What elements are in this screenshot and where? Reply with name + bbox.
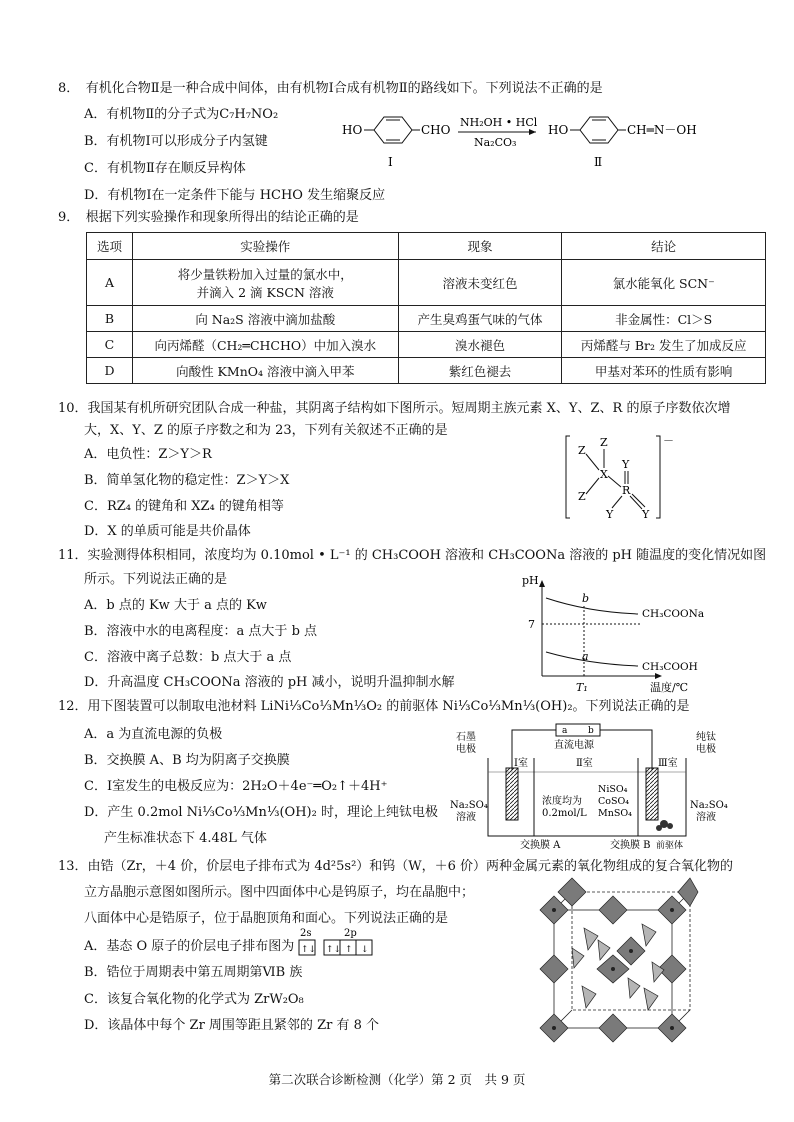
q12-option-c: C．Ⅰ室发生的电极反应为：2H₂O＋4e⁻═O₂↑＋4H⁺ bbox=[84, 779, 388, 794]
q9-table bbox=[86, 232, 766, 384]
salt-label: NiSO₄ bbox=[598, 784, 628, 795]
right-solution-label: 溶液 bbox=[696, 812, 716, 823]
q10-charge: － bbox=[663, 434, 674, 447]
table-row bbox=[87, 306, 766, 332]
atom-y: Y bbox=[622, 458, 630, 471]
table-cell-conclusion: 氯水能氧化 SCN⁻ bbox=[562, 260, 766, 306]
q12-option-a: A．a 为直流电源的负极 bbox=[84, 727, 223, 742]
table-header: 结论 bbox=[562, 233, 766, 260]
table-cell-phenomenon: 紫红色褪去 bbox=[398, 358, 562, 384]
q13-stem-line-1: 13．由锆（Zr，＋4 价，价层电子排布式为 4d²5s²）和钨（W，＋6 价）两种金属元素的氧化物组成的复合氧化物的 bbox=[58, 859, 734, 874]
page-footer: 第二次联合诊断检测（化学）第 2 页 共 9 页 bbox=[268, 1072, 526, 1087]
q8-reagent-bottom: Na₂CO₃ bbox=[474, 136, 517, 149]
benzene-ring-2 bbox=[580, 117, 618, 143]
q13-orbital-diagram bbox=[298, 926, 388, 958]
atom-z: Z bbox=[600, 436, 608, 449]
salt-label: MnSO₄ bbox=[598, 808, 632, 819]
table-cell-option: D bbox=[87, 358, 133, 384]
titanium-electrode bbox=[646, 768, 658, 820]
q11-stem-line-2: 所示。下列说法正确的是 bbox=[84, 572, 228, 587]
table-cell-phenomenon: 溴水褪色 bbox=[398, 332, 562, 358]
atom-z: Z bbox=[578, 490, 586, 503]
q8-left-cho: CHO bbox=[421, 123, 451, 137]
terminal-b: b bbox=[588, 726, 594, 736]
table-row bbox=[87, 260, 766, 306]
point-b-label: b bbox=[582, 592, 590, 605]
orbital-2s-label: 2s bbox=[300, 928, 312, 939]
q9-stem: 9． 根据下列实验操作和现象所得出的结论正确的是 bbox=[58, 210, 359, 225]
series-label-ch3coona: CH₃COONa bbox=[642, 608, 705, 620]
graphite-electrode-label: 电极 bbox=[456, 744, 476, 755]
q8-label-1: Ⅰ bbox=[388, 155, 393, 169]
q11-option-a: A．b 点的 Kw 大于 a 点的 Kw bbox=[84, 598, 267, 613]
q10-anion-structure bbox=[562, 432, 672, 522]
concentration-label: 0.2mol/L bbox=[542, 808, 587, 819]
q11-option-d: D．升高温度 CH₃COONa 溶液的 pH 减小，说明升温抑制水解 bbox=[84, 675, 455, 690]
table-cell-phenomenon: 产生臭鸡蛋气味的气体 bbox=[398, 306, 562, 332]
q8-left-ho: HO bbox=[342, 123, 363, 137]
q13-option-a: A．基态 O 原子的价层电子排布图为 bbox=[84, 939, 295, 954]
q13-crystal-cell-figure bbox=[532, 878, 700, 1046]
atom-r: R bbox=[622, 484, 631, 497]
left-solution-label: Na₂SO₄ bbox=[450, 800, 488, 811]
room-1-label: Ⅰ室 bbox=[514, 758, 528, 769]
q11-option-b: B．溶液中水的电离程度：a 点大于 b 点 bbox=[84, 624, 318, 639]
series-ch3cooh-curve bbox=[546, 652, 638, 666]
table-cell-conclusion: 非金属性：Cl＞S bbox=[562, 306, 766, 332]
q8-label-2: Ⅱ bbox=[594, 155, 603, 169]
table-cell-operation: 向 Na₂S 溶液中滴加盐酸 bbox=[132, 306, 398, 332]
titanium-electrode-label: 电极 bbox=[696, 744, 716, 755]
table-cell-operation bbox=[132, 260, 398, 306]
q10-stem-line-2: 大，X、Y、Z 的原子序数之和为 23，下列有关叙述不正确的是 bbox=[84, 423, 448, 438]
table-cell-operation: 向丙烯醛（CH₂═CHCHO）中加入溴水 bbox=[132, 332, 398, 358]
orbital-electrons: ↑↓ bbox=[326, 945, 342, 955]
table-cell-operation: 向酸性 KMnO₄ 溶液中滴入甲苯 bbox=[132, 358, 398, 384]
table-header: 实验操作 bbox=[132, 233, 398, 260]
q8-reaction-scheme bbox=[340, 108, 710, 172]
operation-line-1: 将少量铁粉加入过量的氯水中， bbox=[177, 266, 353, 282]
octahedra-zr bbox=[540, 878, 698, 1042]
membrane-b-label: 交换膜 B bbox=[610, 840, 651, 851]
q12-electrolysis-device bbox=[450, 720, 732, 852]
x-axis-label: 温度/℃ bbox=[650, 681, 689, 694]
q13-option-c: C．该复合氧化物的化学式为 ZrW₂O₈ bbox=[84, 992, 304, 1007]
q12-option-b: B．交换膜 A、B 均为阴离子交换膜 bbox=[84, 753, 290, 768]
power-source-label: 直流电源 bbox=[554, 740, 594, 751]
table-row bbox=[87, 332, 766, 358]
room-3-label: Ⅲ室 bbox=[658, 758, 678, 769]
q10-option-c: C．RZ₄ 的键角和 XZ₄ 的键角相等 bbox=[84, 499, 284, 514]
table-cell-phenomenon: 溶液未变红色 bbox=[398, 260, 562, 306]
orbital-electrons: ↓ bbox=[361, 945, 369, 955]
q12-option-d-continued: 产生标准状态下 4.48L 气体 bbox=[104, 831, 267, 846]
precursor-label: 前驱体 bbox=[656, 841, 684, 851]
q12-option-d: D．产生 0.2mol Ni⅓Co⅓Mn⅓(OH)₂ 时，理论上纯钛电极 bbox=[84, 805, 438, 820]
table-header: 现象 bbox=[398, 233, 562, 260]
q8-option-b: B．有机物Ⅰ可以形成分子内氢键 bbox=[84, 134, 268, 149]
point-a-label: a bbox=[582, 650, 589, 663]
q10-option-b: B．简单氢化物的稳定性：Z＞Y＞X bbox=[84, 473, 290, 488]
table-cell-option: A bbox=[87, 260, 133, 306]
titanium-electrode-label: 纯钛 bbox=[696, 732, 716, 743]
q10-option-d: D．X 的单质可能是共价晶体 bbox=[84, 524, 251, 539]
table-cell-option: C bbox=[87, 332, 133, 358]
graphite-electrode bbox=[506, 768, 518, 820]
atom-z: Z bbox=[578, 444, 586, 457]
table-row bbox=[87, 358, 766, 384]
q11-option-c: C．溶液中离子总数：b 点大于 a 点 bbox=[84, 650, 292, 665]
orbital-electrons: ↑ bbox=[345, 945, 353, 955]
y-axis-label: pH bbox=[522, 574, 539, 587]
table-header-row bbox=[87, 233, 766, 260]
salt-label: CoSO₄ bbox=[598, 796, 630, 807]
membrane-a-label: 交换膜 A bbox=[520, 840, 561, 851]
table-header: 选项 bbox=[87, 233, 133, 260]
q13-stem-line-3: 八面体中心是锆原子，位于晶胞顶角和面心。下列说法正确的是 bbox=[84, 911, 449, 926]
operation-line-2: 并滴入 2 滴 KSCN 溶液 bbox=[196, 284, 334, 300]
q10-option-a: A．电负性：Z＞Y＞R bbox=[84, 447, 212, 462]
table-cell-option: B bbox=[87, 306, 133, 332]
q11-stem-line-1: 11．实验测得体积相同，浓度均为 0.10mol • L⁻¹ 的 CH₃COOH 溶液和 CH₃COONa 溶液的 pH 随温度的变化情况如图 bbox=[58, 548, 767, 563]
right-solution-label: Na₂SO₄ bbox=[690, 800, 728, 811]
q10-stem-line-1: 10．我国某有机所研究团队合成一种盐，其阴离子结构如下图所示。短周期主族元素 X、Y、Z、R 的原子序数依次增 bbox=[58, 401, 731, 416]
q8-stem: 8． 有机化合物Ⅱ是一种合成中间体，由有机物Ⅰ合成有机物Ⅱ的路线如下。下列说法不正确的是 bbox=[58, 81, 603, 96]
q11-ph-temperature-figure bbox=[518, 572, 732, 698]
atom-x: X bbox=[600, 468, 608, 481]
tick-t1: T₁ bbox=[576, 681, 588, 694]
terminal-a: a bbox=[562, 726, 568, 736]
q8-option-d: D．有机物Ⅰ在一定条件下能与 HCHO 发生缩聚反应 bbox=[84, 188, 386, 203]
table-cell-conclusion: 丙烯醛与 Br₂ 发生了加成反应 bbox=[562, 332, 766, 358]
q8-option-c: C．有机物Ⅱ存在顺反异构体 bbox=[84, 161, 246, 176]
series-label-ch3cooh: CH₃COOH bbox=[642, 661, 698, 673]
atom-y: Y bbox=[606, 508, 614, 521]
q8-right-group: CH═N－OH bbox=[627, 123, 697, 137]
graphite-electrode-label: 石墨 bbox=[456, 732, 476, 743]
concentration-label: 浓度均为 bbox=[542, 796, 582, 807]
q8-option-a: A．有机物Ⅱ的分子式为C₇H₇NO₂ bbox=[84, 107, 279, 122]
orbital-electrons: ↑↓ bbox=[301, 945, 317, 955]
room-2-label: Ⅱ室 bbox=[576, 758, 593, 769]
left-solution-label: 溶液 bbox=[456, 812, 476, 823]
atom-y: Y bbox=[642, 508, 650, 521]
q13-stem-line-2: 立方晶胞示意图如图所示。图中四面体中心是钨原子，均在晶胞中； bbox=[84, 885, 475, 900]
q13-option-b: B．锆位于周期表中第五周期第ⅥB 族 bbox=[84, 965, 303, 980]
table-cell-conclusion: 甲基对苯环的性质有影响 bbox=[562, 358, 766, 384]
series-ch3coona-curve bbox=[546, 598, 638, 614]
q13-option-d: D．该晶体中每个 Zr 周围等距且紧邻的 Zr 有 8 个 bbox=[84, 1018, 379, 1033]
q8-reagent-top: NH₂OH • HCl bbox=[460, 116, 538, 129]
tick-7: 7 bbox=[528, 618, 535, 631]
benzene-ring-1 bbox=[374, 117, 412, 143]
orbital-2p-label: 2p bbox=[344, 928, 357, 939]
q12-stem: 12．用下图装置可以制取电池材料 LiNi⅓Co⅓Mn⅓O₂ 的前驱体 Ni⅓Co⅓Mn⅓(OH)₂。下列说法正确的是 bbox=[58, 699, 690, 714]
q8-right-ho: HO bbox=[548, 123, 569, 137]
